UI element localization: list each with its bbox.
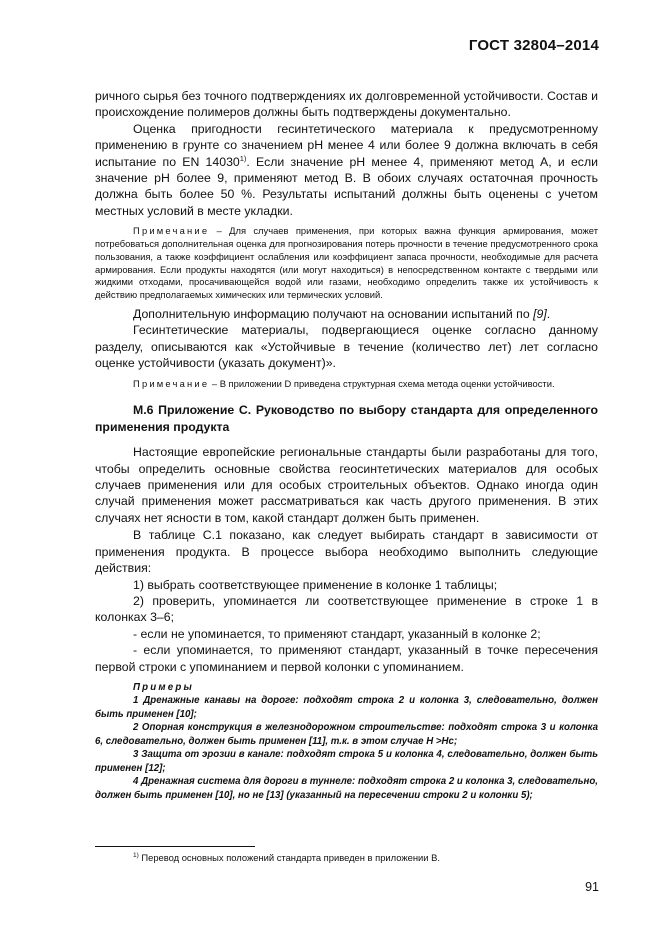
example-item: 3 Защита от эрозии в канале: подходят строка 5 и колонка 4, следовательно, должен быть применен [12];	[95, 749, 598, 774]
document-id-header: ГОСТ 32804–2014	[468, 37, 599, 54]
footnote: $^{1)}$ Перевод основных положений стандарта приведен в приложении В.	[133, 851, 440, 863]
paragraph: ричного сырья без точного подтверждениях их долговременной устойчивости. Состав и происхождение полимеров должны быть подтверждены документально.	[95, 89, 598, 120]
examples-label: Примеры	[133, 681, 194, 693]
paragraph: Оценка пригодности гесинтетического материала к предусмотренному применению в грунте со значением рН менее 4 или более 9 должна включать в себя испытание по EN 14030$^{1)}$. Если значение рН менее 4, применяют метод А, и если значение рН более 9, применяют метод В. В обоих случаях остаточная прочность должна быть более 50 %. Результаты испытаний должны быть оценены с учетом местных условий в месте укладки.	[95, 121, 598, 218]
footnote-reference: 1)	[239, 153, 247, 163]
example-item: 2 Опорная конструкция в железнодорожном строительстве: подходят строка 3 и колонка 6, следовательно, должен быть применен [11], т.к. в этом случае Н >Нс;	[95, 722, 598, 747]
page-number: 91	[585, 880, 599, 894]
note: Примечание – Для случаев применения, при которых важна функция армирования, может потребоваться дополнительная оценка для прогнозирования потерь прочности в течение предусмотренного срока пользования, а также коэффициент ослабления или коэффициент запаса прочности, необходимые для расчета армирования. Если продукты находятся (или могут находиться) в непосредственном контакте с твердыми или жидкими отходами, просачивающейся водой или газами, необходимо определить также их устойчивость к действию предполагаемых химических или термических условий.	[95, 225, 598, 301]
section-heading: М.6 Приложение С. Руководство по выбору стандарта для определенного применения продукта	[95, 403, 598, 434]
note-label: Примечание	[133, 377, 210, 389]
reference: [9]	[533, 307, 547, 322]
list-item: 2) проверить, упоминается ли соответствующее применение в строке 1 в колонках 3–6;	[95, 593, 598, 625]
note: Примечание – В приложении D приведена структурная схема метода оценки устойчивости.	[133, 377, 555, 389]
example-item: 4 Дренажная система для дороги в туннеле: подходят строка 2 и колонка 3, следовательно, должен быть применен [10], но не [13] (указанный на пересечении строки 2 и колонки 5);	[95, 776, 598, 801]
paragraph: В таблице С.1 показано, как следует выбирать стандарт в зависимости от применения продукта. В процессе выбора необходимо выполнить следующие действия:	[95, 528, 598, 576]
list-item: - если упоминается, то применяют стандарт, указанный в точке пересечения первой строки с упоминанием и первой колонки с упоминанием.	[95, 643, 598, 674]
example-item: 1 Дренажные канавы на дороге: подходят строка 2 и колонка 3, следовательно, должен быть применен [10];	[95, 695, 598, 720]
paragraph: Настоящие европейские региональные стандарты были разработаны для того, чтобы определить основные свойства геосинтетических материалов для особых случаев применения или для особых строительных объектов. Однако иногда один случай применения может рассматриваться как часть другого применения. В этих случаях нет ясности в том, какой стандарт должен быть применен.	[95, 445, 598, 525]
note-label: Примечание	[133, 225, 210, 237]
list-item: 1) выбрать соответствующее применение в колонке 1 таблицы;	[133, 577, 498, 592]
footnote-mark: 1)	[133, 851, 139, 859]
page-body	[95, 88, 598, 802]
paragraph: Дополнительную информацию получают на основании испытаний по [9].	[133, 307, 551, 322]
list-item: - если не упоминается, то применяют стандарт, указанный в колонке 2;	[133, 626, 541, 641]
footnote-divider	[95, 846, 255, 847]
paragraph: Гесинтетические материалы, подвергающиеся оценке согласно данному разделу, описываются как «Устойчивые в течение (количество лет) лет согласно оценке устойчивости (указать документ)».	[95, 323, 598, 371]
